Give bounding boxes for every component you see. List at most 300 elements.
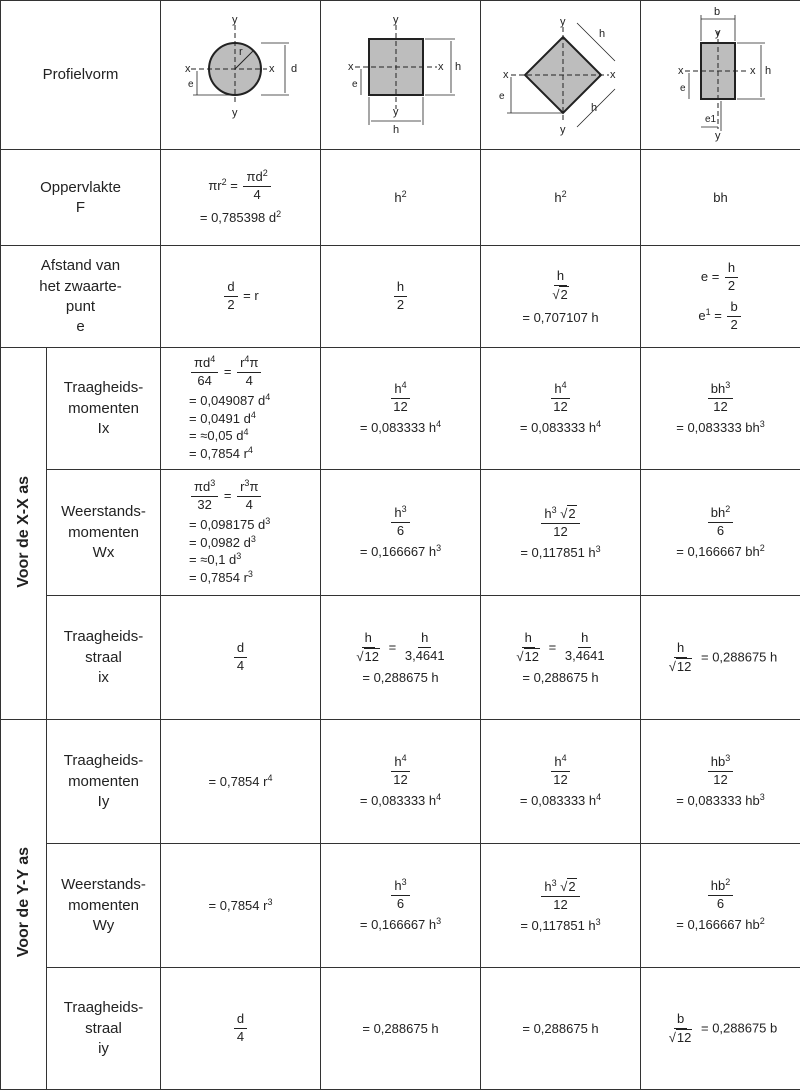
- wx-circle: [161, 470, 321, 596]
- exp: 3: [436, 543, 441, 553]
- wx-sq-num: h: [394, 505, 401, 520]
- wx-label-cell: [47, 470, 161, 596]
- wy-label-cell: [47, 844, 161, 968]
- ix-f2-den: 4: [243, 373, 256, 390]
- exp: 4: [265, 392, 270, 402]
- rect-e1-label: e1: [705, 114, 717, 125]
- circle-section-diagram: [161, 1, 321, 145]
- area-circle-lhs: πr: [208, 178, 221, 193]
- ix-square: [321, 348, 481, 470]
- rect-b-label: b: [714, 6, 720, 18]
- x-label-right: x: [269, 63, 275, 75]
- rx-circle-num: d: [234, 640, 247, 658]
- dist-rect-e1-lhs: e: [698, 308, 705, 323]
- dist-label-2: het zwaarte-: [1, 277, 160, 297]
- ix-f1-den: 64: [194, 373, 214, 390]
- dist-rect-e-num: h: [725, 260, 738, 278]
- sq-y-bottom: y: [393, 106, 399, 118]
- fraction: [708, 878, 733, 913]
- sq-h-label-bottom: h: [393, 124, 399, 136]
- circle-diagram-cell: [161, 1, 321, 150]
- exp: 1: [706, 307, 711, 317]
- rx-label-3: ix: [47, 668, 160, 688]
- fraction: [562, 630, 608, 665]
- dist-label-4: e: [1, 317, 160, 337]
- wx-rect-num: bh: [711, 505, 725, 520]
- iy-square: [321, 720, 481, 844]
- ix-sq-den: 12: [390, 399, 410, 416]
- row-iy: [1, 720, 800, 844]
- fraction: [725, 260, 738, 295]
- rx-sq-f1-num: h: [362, 630, 375, 648]
- iy-label-2: momenten: [47, 772, 160, 792]
- exp: 3: [760, 792, 765, 802]
- dia-h-lower-label: h: [591, 102, 597, 114]
- iy-rect-num: hb: [711, 754, 725, 769]
- ix-circle: [161, 348, 321, 470]
- rx-sq-f2-den: 3,4641: [402, 648, 448, 665]
- x-label-left: x: [185, 63, 191, 75]
- exp: 4: [562, 380, 567, 390]
- dist-circle-rest: = r: [243, 288, 259, 303]
- fraction: [234, 1011, 247, 1046]
- iy-diamond: [481, 720, 641, 844]
- iy-sq-value: = 0,083333 h: [360, 793, 436, 808]
- rx-sq-f2-num: h: [418, 630, 431, 648]
- ry-label-3: iy: [47, 1039, 160, 1059]
- x-axis-group-label: Voor de X-X as: [14, 476, 34, 588]
- ix-sq-num: h: [394, 381, 401, 396]
- equals-sign: =: [224, 488, 232, 503]
- iy-label-3: Iy: [47, 792, 160, 812]
- area-circle-num: πd: [246, 169, 262, 184]
- dist-rect-e-lhs: e =: [701, 269, 719, 284]
- exp: 2: [402, 189, 407, 199]
- fraction: [541, 505, 579, 541]
- y-axis-group: [1, 720, 47, 1090]
- ry-label-1: Traagheids-: [47, 998, 160, 1018]
- rx-dia-f2-num: h: [578, 630, 591, 648]
- fraction: [550, 754, 570, 789]
- rx-dia-f2-den: 3,4641: [562, 648, 608, 665]
- ix-circle-l2: = 0,0491 d: [189, 411, 251, 426]
- fraction: [191, 355, 218, 390]
- sqrt: √ 2: [552, 286, 568, 304]
- sq-e-label: e: [352, 79, 358, 90]
- fraction: [550, 381, 570, 416]
- rect-e-label: e: [680, 83, 686, 94]
- square-section-diagram: [321, 1, 481, 145]
- wy-rect-den: 6: [714, 896, 727, 913]
- fraction: [708, 754, 733, 789]
- rx-label-1: Traagheids-: [47, 627, 160, 647]
- wx-sq-value: = 0,166667 h: [360, 544, 436, 559]
- rx-sq-value: = 0,288675 h: [321, 670, 480, 686]
- ix-label-cell: [47, 348, 161, 470]
- rx-diamond: [481, 596, 641, 720]
- wy-circle: [161, 844, 321, 968]
- wx-circle-l1: = 0,098175 d: [189, 517, 265, 532]
- fraction: [541, 878, 579, 914]
- dia-y-top: y: [560, 16, 566, 28]
- diameter-label: d: [291, 63, 297, 75]
- rx-label-2: straal: [47, 648, 160, 668]
- fraction: [394, 279, 407, 314]
- fraction: [353, 630, 383, 666]
- area-square-value: h: [394, 190, 401, 205]
- sqrt: √ 12: [516, 648, 540, 666]
- row-distance: [1, 246, 800, 348]
- dia-x-left: x: [503, 69, 509, 81]
- ix-label-2: momenten: [47, 399, 160, 419]
- dist-label-3: punt: [1, 297, 160, 317]
- iy-dia-den: 12: [550, 772, 570, 789]
- wx-dia-value: = 0,117851 h: [520, 545, 595, 560]
- dist-square: [321, 246, 481, 348]
- ix-rect: [641, 348, 800, 470]
- exp: 2: [760, 916, 765, 926]
- rect-y-top: y: [715, 27, 721, 39]
- exp: 4: [402, 380, 407, 390]
- wy-rect: [641, 844, 800, 968]
- area-circle: [161, 150, 321, 246]
- ix-rect-value: = 0,083333 bh: [676, 420, 760, 435]
- row-rx: [1, 596, 800, 720]
- fraction: [390, 381, 410, 416]
- iy-circle: [161, 720, 321, 844]
- dia-y-bottom: y: [560, 124, 566, 136]
- rx-circle-den: 4: [234, 658, 247, 675]
- wx-label-1: Weerstands-: [47, 502, 160, 522]
- wx-dia-root: 2: [567, 505, 576, 523]
- exp: 4: [562, 753, 567, 763]
- exp: 3: [248, 569, 253, 579]
- wx-circle-l4: = 0,7854 r: [189, 570, 248, 585]
- iy-rect: [641, 720, 800, 844]
- rx-rect-num: h: [674, 640, 687, 658]
- wy-sq-value: = 0,166667 h: [360, 917, 436, 932]
- rx-square: [321, 596, 481, 720]
- fraction: [513, 630, 543, 666]
- ry-rect-rest: = 0,288675 b: [701, 1020, 777, 1035]
- ix-label-1: Traagheids-: [47, 378, 160, 398]
- exp: 3: [402, 504, 407, 514]
- exp: 2: [263, 168, 268, 178]
- sq-h-label-right: h: [455, 61, 461, 73]
- fraction: [549, 268, 571, 304]
- dia-e-label: e: [499, 91, 505, 102]
- dist-diamond: [481, 246, 641, 348]
- rx-rect-rest: = 0,288675 h: [701, 649, 777, 664]
- fraction: [243, 169, 270, 204]
- wx-label-3: Wx: [47, 543, 160, 563]
- wy-dia-value: = 0,117851 h: [520, 918, 595, 933]
- fraction: [708, 381, 733, 416]
- wy-dia-den: 12: [550, 897, 570, 914]
- equals-sign: =: [549, 639, 557, 654]
- wy-sq-den: 6: [394, 896, 407, 913]
- wy-rect-num: hb: [711, 878, 725, 893]
- fraction: [402, 630, 448, 665]
- fraction: [708, 505, 733, 540]
- area-circle-value: = 0,785398 d: [200, 210, 276, 225]
- rx-dia-f1-num: h: [522, 630, 535, 648]
- wx-f1-num: πd: [194, 479, 210, 494]
- wx-label-2: momenten: [47, 523, 160, 543]
- area-rect: bh: [641, 150, 800, 246]
- rect-x-right: x: [750, 65, 756, 77]
- exp: 2: [760, 543, 765, 553]
- sqrt: √ 12: [669, 1029, 693, 1047]
- sq-x-right: x: [438, 61, 444, 73]
- row-area: [1, 150, 800, 246]
- ix-f2-num: r: [240, 355, 244, 370]
- sqrt: √ 12: [669, 658, 693, 676]
- exp: 2: [222, 177, 227, 187]
- fraction: [666, 1011, 696, 1047]
- ix-dia-den: 12: [550, 399, 570, 416]
- row-profile: [1, 1, 800, 150]
- dia-h-upper-label: h: [599, 28, 605, 40]
- wy-square: [321, 844, 481, 968]
- equals-sign: =: [389, 639, 397, 654]
- dist-diamond-num: h: [554, 268, 567, 286]
- fraction: [727, 299, 740, 334]
- exp: 3: [596, 917, 601, 927]
- exp: 3: [402, 877, 407, 887]
- wx-f2-pi: π: [249, 479, 258, 494]
- sq-x-left: x: [348, 61, 354, 73]
- exp: 4: [244, 354, 249, 364]
- exp: 3: [436, 916, 441, 926]
- ry-square: = 0,288675 h: [321, 968, 481, 1090]
- ry-label-2: straal: [47, 1019, 160, 1039]
- area-diamond-value: h: [554, 190, 561, 205]
- exp: 3: [251, 534, 256, 544]
- equals-sign: =: [224, 364, 232, 379]
- wx-circle-l3: = ≈0,1 d: [189, 552, 236, 567]
- exp: 3: [265, 516, 270, 526]
- exp: 4: [210, 354, 215, 364]
- exp: 4: [402, 753, 407, 763]
- wx-sq-den: 6: [394, 523, 407, 540]
- iy-sq-den: 12: [390, 772, 410, 789]
- radius-label: r: [239, 46, 243, 58]
- exp: 4: [596, 419, 601, 429]
- exp: 4: [248, 445, 253, 455]
- dist-rect: [641, 246, 800, 348]
- sq-y-top: y: [393, 14, 399, 26]
- ry-circle: [161, 968, 321, 1090]
- exp: 4: [244, 427, 249, 437]
- exp: 2: [725, 877, 730, 887]
- rx-sq-f1-root: 12: [364, 648, 380, 666]
- wx-circle-l2: = 0,0982 d: [189, 535, 251, 550]
- ry-rect: [641, 968, 800, 1090]
- rect-h-label: h: [765, 65, 771, 77]
- fraction: [224, 279, 237, 314]
- area-square: [321, 150, 481, 246]
- area-symbol: F: [1, 198, 160, 218]
- ix-rect-num: bh: [711, 381, 725, 396]
- rect-x-left: x: [678, 65, 684, 77]
- wx-f2-den: 4: [243, 497, 256, 514]
- dist-rect-e1-num: b: [727, 299, 740, 317]
- dist-rect-e1-den: 2: [727, 317, 740, 334]
- row-ix: [1, 348, 800, 470]
- wy-dia-root: 2: [567, 878, 576, 896]
- wy-label-2: momenten: [47, 896, 160, 916]
- area-diamond: [481, 150, 641, 246]
- rect-section-diagram: [641, 1, 800, 145]
- distance-label-cell: [1, 246, 161, 348]
- wy-label-1: Weerstands-: [47, 875, 160, 895]
- wx-rect-value: = 0,166667 bh: [676, 544, 760, 559]
- dist-label-1: Afstand van: [1, 256, 160, 276]
- iy-circle-value: = 0,7854 r: [209, 774, 268, 789]
- fraction: [237, 355, 261, 390]
- dist-square-num: h: [394, 279, 407, 297]
- area-circle-den: 4: [250, 187, 263, 204]
- exp: 3: [552, 505, 557, 515]
- row-ry: [1, 968, 800, 1090]
- dist-circle-den: 2: [224, 297, 237, 314]
- exp: 4: [436, 792, 441, 802]
- ry-circle-den: 4: [234, 1029, 247, 1046]
- ix-sq-value: = 0,083333 h: [360, 420, 436, 435]
- wx-dia-num: h: [544, 506, 551, 521]
- fraction: [191, 479, 218, 514]
- ry-diamond: = 0,288675 h: [481, 968, 641, 1090]
- fraction: [391, 878, 409, 913]
- y-label-top: y: [232, 14, 238, 26]
- rx-circle: [161, 596, 321, 720]
- exp: 2: [276, 209, 281, 219]
- fraction: [666, 640, 696, 676]
- exp: 2: [725, 504, 730, 514]
- sqrt: √ 2: [560, 505, 576, 523]
- wx-rect: [641, 470, 800, 596]
- exp: 3: [725, 380, 730, 390]
- exp: 3: [725, 753, 730, 763]
- iy-dia-num: h: [554, 754, 561, 769]
- ix-f1-num: πd: [194, 355, 210, 370]
- square-diagram-cell: [321, 1, 481, 150]
- wy-dia-num: h: [544, 879, 551, 894]
- dia-x-right: x: [610, 69, 616, 81]
- rx-dia-f1-root: 12: [524, 648, 540, 666]
- diamond-section-diagram: [481, 1, 641, 145]
- ix-rect-den: 12: [710, 399, 730, 416]
- exp: 3: [210, 478, 215, 488]
- ix-f2-pi: π: [249, 355, 258, 370]
- dist-diamond-value: = 0,707107 h: [481, 310, 640, 326]
- wy-sq-num: h: [394, 878, 401, 893]
- ry-rect-root: 12: [676, 1029, 692, 1047]
- wx-diamond: [481, 470, 641, 596]
- ry-label-cell: [47, 968, 161, 1090]
- row-wy: [1, 844, 800, 968]
- dist-circle-num: d: [224, 279, 237, 297]
- fraction: [390, 754, 410, 789]
- exp: 3: [236, 551, 241, 561]
- wy-rect-value: = 0,166667 hb: [676, 917, 760, 932]
- x-axis-group: [1, 348, 47, 720]
- circle-e-label: e: [188, 79, 194, 90]
- fraction: [237, 479, 261, 514]
- dist-rect-e-den: 2: [725, 278, 738, 295]
- iy-rect-den: 12: [710, 772, 730, 789]
- wy-circle-value: = 0,7854 r: [209, 898, 268, 913]
- row-wx: [1, 470, 800, 596]
- ix-dia-value: = 0,083333 h: [520, 420, 596, 435]
- fraction: [391, 505, 409, 540]
- exp: 4: [436, 419, 441, 429]
- ix-circle-l3: = ≈0,05 d: [189, 428, 243, 443]
- wx-dia-den: 12: [550, 524, 570, 541]
- equals-sign: =: [714, 308, 722, 323]
- wx-square: [321, 470, 481, 596]
- iy-rect-value: = 0,083333 hb: [676, 793, 760, 808]
- y-label-bottom: y: [232, 107, 238, 119]
- rx-rect-root: 12: [676, 658, 692, 676]
- rx-label-cell: [47, 596, 161, 720]
- dist-square-den: 2: [394, 297, 407, 314]
- rect-diagram-cell: [641, 1, 800, 150]
- ix-circle-l1: = 0,049087 d: [189, 393, 265, 408]
- area-label-cell: [1, 150, 161, 246]
- rx-rect: [641, 596, 800, 720]
- profile-label: Profielvorm: [1, 1, 161, 150]
- rect-y-bottom: y: [715, 130, 721, 142]
- dist-circle: [161, 246, 321, 348]
- rx-dia-value: = 0,288675 h: [481, 670, 640, 686]
- exp: 4: [251, 410, 256, 420]
- ix-circle-l4: = 0,7854 r: [189, 446, 248, 461]
- ix-label-3: Ix: [47, 419, 160, 439]
- wx-rect-den: 6: [714, 523, 727, 540]
- ry-rect-num: b: [674, 1011, 687, 1029]
- ry-circle-num: d: [234, 1011, 247, 1029]
- exp: 3: [552, 878, 557, 888]
- fraction: [234, 640, 247, 675]
- wx-f2-num: r: [240, 479, 244, 494]
- sqrt: √ 12: [356, 648, 380, 666]
- iy-sq-num: h: [394, 754, 401, 769]
- sqrt: √ 2: [560, 878, 576, 896]
- equals-sign: =: [230, 178, 238, 193]
- area-label: Oppervlakte: [1, 178, 160, 198]
- exp: 3: [267, 897, 272, 907]
- exp: 3: [596, 544, 601, 554]
- iy-label-1: Traagheids-: [47, 751, 160, 771]
- exp: 2: [562, 189, 567, 199]
- wx-f1-den: 32: [194, 497, 214, 514]
- diamond-diagram-cell: [481, 1, 641, 150]
- dist-diamond-root: 2: [559, 286, 568, 304]
- exp: 4: [596, 792, 601, 802]
- wy-label-3: Wy: [47, 916, 160, 936]
- y-axis-group-label: Voor de Y-Y as: [14, 847, 34, 957]
- exp: 4: [267, 773, 272, 783]
- iy-dia-value: = 0,083333 h: [520, 793, 596, 808]
- ix-diamond: [481, 348, 641, 470]
- iy-label-cell: [47, 720, 161, 844]
- exp: 3: [760, 419, 765, 429]
- exp: 3: [244, 478, 249, 488]
- ix-dia-num: h: [554, 381, 561, 396]
- wy-diamond: [481, 844, 641, 968]
